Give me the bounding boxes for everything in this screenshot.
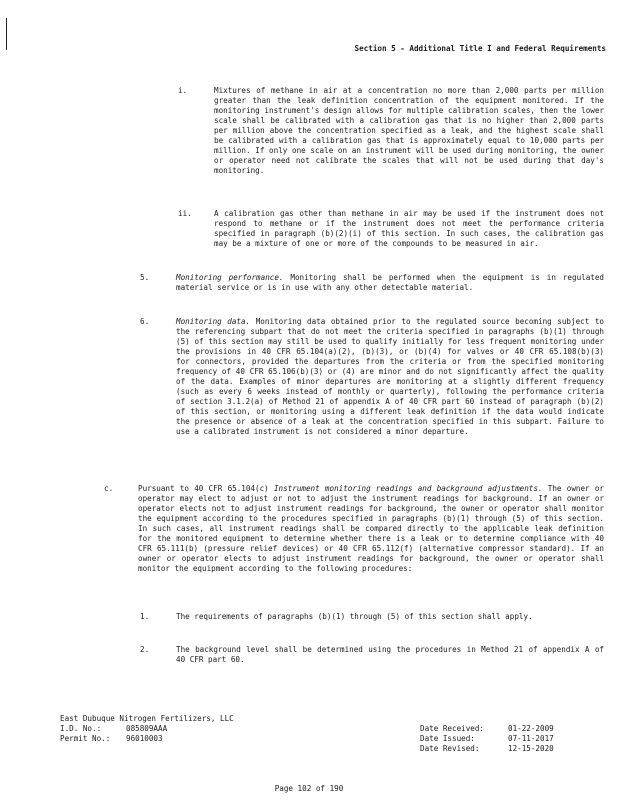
item-marker-5: 5. — [140, 273, 150, 282]
paragraph-6-text: Monitoring data obtained prior to the regulated source becoming subject to the referencing subpart that do not meet the criteria specified in paragraphs (b)(1) through (5) of this section may still be used to qualify initially for less frequent monitoring under the provisions in 40 CFR 65.104(a)(2), (b)(3), or (b)(4) for valves or 40 CFR 65.108(b)(3) for connectors, provided the departures from the criteria or from the specified monitoring frequency of 40 CFR 65.106(b)(3) or (4) are minor and do not significantly affect the quality of the data. Examples of minor departures are monitoring at a slightly different frequency (such as every 6 weeks instead of monthly or quarterly), following the performance criteria of section 3.1.2(a) of Method 21 of appendix A of 40 CFR part 60 instead of paragraph (b)(2) of this section, or monitoring using a different leak definition if the data would indicate the presence or absence of a leak at the concentration specified in this subpart. Failure to use a calibrated instrument is not considered a minor departure. — [176, 317, 604, 436]
paragraph-c-text: The owner or operator may elect to adjust or not to adjust the instrument readings for background. If an owner or operator elects not to adjust instrument readings for background, the owner or operator shall monitor the equipment according to the procedures specified in paragraphs (b)(1) through (5) of this section. In such cases, all instrument readings shall be compared directly to the applicable leak definition for the monitored equipment to determine whether there is a leak or to determine compliance with 40 CFR 65.111(b) (pressure relief devices) or 40 CFR 65.112(f) (alternative compressor standard). If an owner or operator elects to adjust instrument readings for background, the owner or operator shall monitor the equipment according to the following procedures: — [138, 484, 604, 573]
paragraph-c — [138, 484, 604, 574]
paragraph-1: The requirements of paragraphs (b)(1) through (5) of this section shall apply. — [176, 612, 533, 621]
item-marker-6: 6. — [140, 317, 150, 326]
footer-revised-label: Date Revised: — [420, 744, 480, 753]
footer-received-row — [420, 724, 554, 734]
paragraph-ii: A calibration gas other than methane in air may be used if the instrument does not respond to methane or if the instrument does not meet the performance criteria specified in paragraph (b)(2)(i) of this section. In such cases, the calibration gas may be a mixture of one or more of the compounds to be measured in air. — [214, 209, 604, 248]
footer-received-value: 01-22-2009 — [508, 724, 554, 733]
footer-received-label: Date Received: — [420, 724, 485, 733]
item-marker-ii: ii. — [178, 209, 192, 218]
paragraph-c-pre: Pursuant to 40 CFR 65.104(c) — [138, 484, 274, 493]
scan-edge-mark — [6, 18, 7, 50]
footer-dates — [420, 724, 554, 754]
footer-permit-value: 96010003 — [126, 734, 163, 743]
footer-issued-label: Date Issued: — [420, 734, 475, 743]
item-marker-2: 2. — [140, 645, 150, 654]
paragraph-5-lead: Monitoring performance. — [176, 273, 284, 282]
item-marker-c: c. — [104, 484, 114, 493]
footer-permit-row — [60, 734, 234, 744]
paragraph-5 — [176, 273, 604, 293]
paragraph-2: The background level shall be determined using the procedures in Method 21 of appendix A of 40 CFR part 60. — [176, 645, 604, 664]
footer-revised-row — [420, 744, 554, 754]
paragraph-i: Mixtures of methane in air at a concentration no more than 2,000 parts per million greater than the leak definition concentration of the equipment monitored. If the monitoring instrument's design allows for multiple calibration scales, then the lower scale shall be calibrated with a calibration gas that is no higher than 2,000 parts per million above the concentration specified as a leak, and the highest scale shall be calibrated with a calibration gas that is approximately equal to 10,000 parts per million. If only one scale on an instrument will be used during monitoring, the owner or operator need not calibrate the scales that will not be used during that day's monitoring. — [214, 86, 604, 175]
footer-permit-label: Permit No.: — [60, 734, 111, 743]
footer-facility-info — [60, 714, 234, 744]
paragraph-c-lead: Instrument monitoring readings and background adjustments. — [273, 484, 543, 493]
page-number: Page 102 of 190 — [274, 784, 344, 793]
section-header: Section 5 - Additional Title I and Federal Requirements — [354, 44, 606, 53]
footer-id-row — [60, 724, 234, 734]
footer-issued-value: 07-11-2017 — [508, 734, 554, 743]
footer-id-label: I.D. No.: — [60, 724, 102, 733]
item-marker-i: i. — [178, 86, 188, 95]
paragraph-6-lead: Monitoring data. — [176, 317, 251, 326]
item-marker-1: 1. — [140, 612, 150, 621]
paragraph-5-text: Monitoring shall be performed when the equipment is in regulated material service or is in use with any other detectable material. — [176, 273, 605, 292]
footer-id-value: 085809AAA — [126, 724, 168, 733]
footer-issued-row — [420, 734, 554, 744]
footer-revised-value: 12-15-2020 — [508, 744, 554, 753]
footer-company: East Dubuque Nitrogen Fertilizers, LLC — [60, 714, 234, 723]
paragraph-6 — [176, 317, 604, 437]
